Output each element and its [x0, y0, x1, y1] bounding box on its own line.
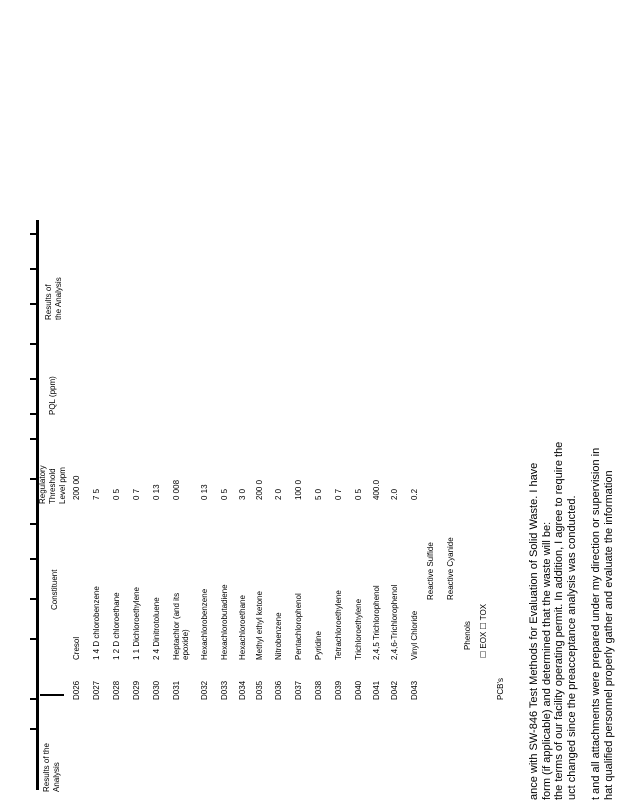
row-code: D041 — [372, 680, 381, 700]
row-threshold-level: 0 7 — [334, 488, 343, 500]
header-results-left: Results of the Analysis — [42, 743, 61, 792]
row-constituent: Methyl ethyl ketone — [255, 591, 264, 660]
reactive-sulfide-label: Reactive Sulfide — [426, 542, 435, 600]
row-constituent: Hexachloroethane — [238, 595, 247, 660]
row-threshold-level: 0 008 — [172, 479, 181, 500]
row-threshold-level: 5 0 — [314, 488, 323, 500]
top-rule-divider — [30, 523, 36, 525]
top-rule-divider — [30, 268, 36, 270]
top-rule-divider — [30, 303, 36, 305]
row-threshold-level: 0.2 — [410, 488, 419, 500]
row-threshold-level: 0 13 — [200, 484, 209, 500]
top-rule-divider — [30, 343, 36, 345]
header-pql: PQL (ppm) — [48, 376, 57, 415]
top-rule-divider — [30, 233, 36, 235]
row-threshold-level: 200 0 — [255, 479, 264, 500]
row-threshold-level: 7 5 — [92, 488, 101, 500]
table-top-rule — [36, 220, 39, 790]
row-code: D042 — [390, 680, 399, 700]
row-threshold-level: 0 7 — [132, 488, 141, 500]
top-rule-divider — [30, 638, 36, 640]
header-constituent: Constituent — [50, 569, 59, 610]
row-threshold-level: 0 5 — [354, 488, 363, 500]
row-constituent: Tetrachloroethylene — [334, 590, 343, 660]
top-rule-divider — [30, 378, 36, 380]
row-threshold-level: 0 5 — [112, 488, 121, 500]
top-rule-divider — [30, 698, 36, 700]
row-threshold-level: 3 0 — [238, 488, 247, 500]
row-threshold-level: 2 0 — [274, 488, 283, 500]
row-constituent: 1 2 D chloroethane — [112, 592, 121, 660]
top-rule-divider — [30, 728, 36, 730]
row-constituent: Nitrobenzene — [274, 612, 283, 660]
pcbs-label: PCB's — [496, 678, 505, 700]
row-constituent: 1 4 D chlorobenzene — [92, 586, 101, 660]
row-constituent: Hexachlorobenzene — [200, 588, 209, 660]
body-line-1: ance with SW-846 Test Methods for Evaluation of Solid Waste. I have — [528, 462, 540, 800]
row-constituent: 1 1 Dichloroethylene — [132, 587, 141, 660]
row-constituent: 2,4,6-Trichlorophenol — [390, 584, 399, 660]
row-code: D038 — [314, 680, 323, 700]
body-line-6: hat qualified personnel properly gather and evaluate the information — [603, 470, 615, 800]
row-threshold-level: 200 00 — [72, 475, 81, 500]
row-code: D034 — [238, 680, 247, 700]
top-rule-divider — [30, 558, 36, 560]
top-rule-divider — [30, 438, 36, 440]
body-line-5: t and all attachments were prepared under my direction or supervision in — [590, 447, 602, 800]
top-rule-divider — [30, 598, 36, 600]
top-rule-divider — [30, 478, 36, 480]
row-constituent: 2,4,5 Trichlorophenol — [372, 585, 381, 660]
row-constituent: Trichloroethylene — [354, 598, 363, 660]
row-constituent: 2 4 Dinitrotoluene — [152, 597, 161, 660]
row-constituent: Heptachlor (and its epoxide) — [172, 592, 190, 660]
eox-tox-checkboxes: ☐ EOX ☐ TOX — [479, 603, 488, 658]
row-code: D039 — [334, 680, 343, 700]
row-threshold-level: 400.0 — [372, 479, 381, 500]
row-code: D028 — [112, 680, 121, 700]
row-threshold-level: 100 0 — [294, 479, 303, 500]
row-code: D029 — [132, 680, 141, 700]
row-code: D037 — [294, 680, 303, 700]
row-rule — [40, 694, 64, 696]
row-constituent: Pyridine — [314, 631, 323, 660]
row-code: D040 — [354, 680, 363, 700]
row-code: D031 — [172, 680, 181, 700]
row-threshold-level: 2.0 — [390, 488, 399, 500]
reactive-cyanide-label: Reactive Cyanide — [446, 537, 455, 600]
body-line-4: uct changed since the preacceptance analysis was conducted. — [566, 495, 578, 800]
row-code: D032 — [200, 680, 209, 700]
row-code: D036 — [274, 680, 283, 700]
row-constituent: Pentachlorophenol — [294, 593, 303, 660]
row-threshold-level: 0 13 — [152, 484, 161, 500]
body-line-3: the terms of our facility operating permit. In addition, I agree to require the — [553, 441, 565, 800]
row-constituent: Hexachlorobutadiene — [220, 584, 229, 660]
row-code: D026 — [72, 680, 81, 700]
row-code: D033 — [220, 680, 229, 700]
top-rule-divider — [30, 413, 36, 415]
row-code: D035 — [255, 680, 264, 700]
row-code: D027 — [92, 680, 101, 700]
row-code: D043 — [410, 680, 419, 700]
row-code: D030 — [152, 680, 161, 700]
header-regulatory-level: Regulatory Threshold Level ppm — [38, 465, 67, 504]
row-threshold-level: 0 5 — [220, 488, 229, 500]
body-line-2: form (if applicable) and determined that the waste will be: — [541, 521, 553, 800]
phenols-label: Phenols — [463, 621, 472, 650]
row-constituent: Vinyl Chloride — [410, 610, 419, 660]
header-results-right: Results of the Analysis — [44, 277, 63, 320]
row-constituent: Cresol — [72, 636, 81, 660]
